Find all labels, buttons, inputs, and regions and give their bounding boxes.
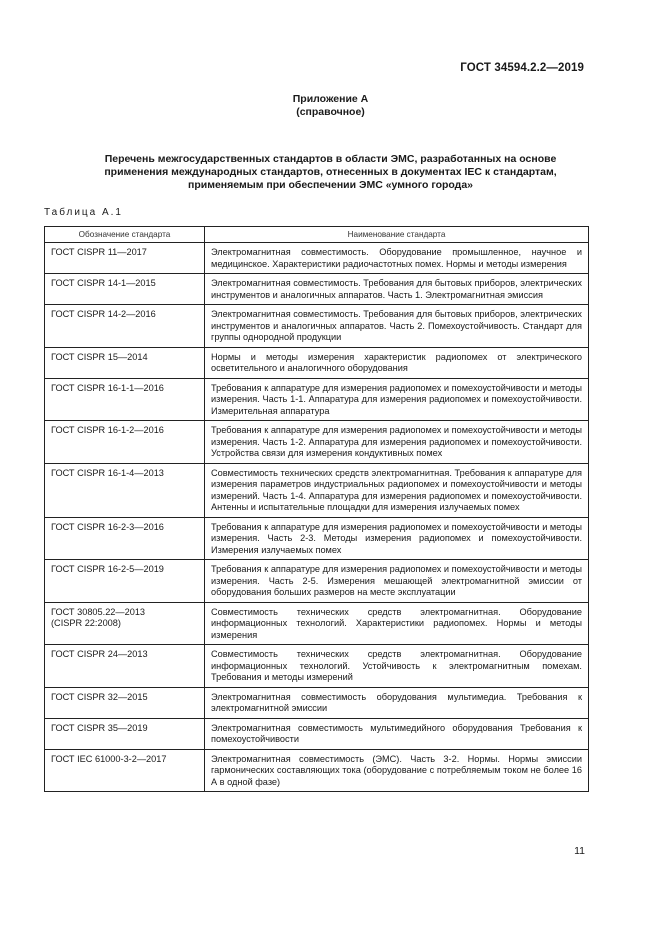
heading-line: Перечень межгосударственных стандартов в области ЭМС, разработанных на основе — [104, 153, 557, 165]
standard-code-cell — [45, 347, 205, 378]
heading-line: применяемым при обеспечении ЭМС «умного города» — [187, 179, 474, 191]
standard-code-cell — [45, 749, 205, 792]
standard-name-cell: Электромагнитная совместимость (ЭМС). Часть 3-2. Нормы. Нормы эмиссии гармонических составляющих тока (оборудование с потребляемым током не более 16 А в одной фазе) — [205, 749, 589, 792]
table-row — [45, 243, 589, 274]
standard-name-cell: Совместимость технических средств электромагнитная. Требования к аппаратуре для измерения параметров индустриальных радиопомех и помехоустойчивости и методы измерений. Часть 1-4. Аппаратура для измерения радиопомех и помехоустойчивости. Антенны и испытательные площадки для измерения излучаемых помех — [205, 463, 589, 517]
standard-name-cell: Совместимость технических средств электромагнитная. Оборудование информационных технологий. Характеристики радиопомех. Нормы и методы измерения — [205, 602, 589, 645]
standards-table-wrapper — [44, 226, 588, 792]
section-heading — [70, 153, 591, 192]
table-row — [45, 463, 589, 517]
standard-code: ГОСТ CISPR 16-2-5—2019 — [51, 564, 164, 574]
standard-name-cell: Требования к аппаратуре для измерения радиопомех и помехоустойчивости и методы измерения. Часть 2-3. Методы измерения радиопомех и помехоустойчивости. Измерения излучаемых помех — [205, 517, 589, 560]
standard-name-cell: Электромагнитная совместимость. Требования для бытовых приборов, электрических инструментов и аналогичных аппаратов. Часть 2. Помехоустойчивость. Стандарт для группы однородной продукции — [205, 305, 589, 348]
standard-code-cell — [45, 602, 205, 645]
page-number: 11 — [574, 845, 585, 857]
column-header-name: Наименование стандарта — [205, 227, 589, 243]
standard-name-cell: Электромагнитная совместимость оборудования мультимедиа. Требования к электромагнитной эмиссии — [205, 687, 589, 718]
standard-code-cell — [45, 645, 205, 688]
table-row — [45, 687, 589, 718]
standard-code-cell — [45, 463, 205, 517]
standard-code: ГОСТ CISPR 11—2017 — [51, 247, 147, 257]
standard-name-cell: Требования к аппаратуре для измерения радиопомех и помехоустойчивости и методы измерения. Часть 2-5. Измерения мешающей электромагнитной эмиссии от оборудования больших размеров на месте эксплуатации — [205, 560, 589, 603]
table-row — [45, 602, 589, 645]
appendix-subtitle: (справочное) — [296, 106, 365, 118]
table-row — [45, 718, 589, 749]
table-row — [45, 421, 589, 464]
standard-code-equivalent: (CISPR 22:2008) — [51, 618, 121, 628]
standard-code: ГОСТ 30805.22—2013 — [51, 606, 146, 617]
standard-code: ГОСТ CISPR 16-1-4—2013 — [51, 467, 164, 478]
standard-code-cell — [45, 718, 205, 749]
standard-code-cell — [45, 378, 205, 421]
table-row — [45, 305, 589, 348]
standard-name-cell: Электромагнитная совместимость мультимедийного оборудования Требования к помехоустойчивости — [205, 718, 589, 749]
standard-code: ГОСТ CISPR 16-2-3—2016 — [51, 521, 164, 532]
table-row — [45, 378, 589, 421]
standard-code: ГОСТ CISPR 24—2013 — [51, 649, 148, 659]
standard-code-cell — [45, 560, 205, 603]
standard-code-cell — [45, 305, 205, 348]
document-number: ГОСТ 34594.2.2—2019 — [460, 62, 584, 74]
standard-name-cell: Совместимость технических средств электромагнитная. Оборудование информационных технологий. Устойчивость к электромагнитным помехам. Требования и методы измерений — [205, 645, 589, 688]
standard-code: ГОСТ CISPR 15—2014 — [51, 351, 148, 362]
table-row — [45, 560, 589, 603]
standard-code-cell — [45, 421, 205, 464]
standard-name-cell: Электромагнитная совместимость. Требования для бытовых приборов, электрических инструментов и аналогичных аппаратов. Часть 1. Электромагнитная эмиссия — [205, 274, 589, 305]
table-label: Таблица А.1 — [44, 207, 123, 218]
standard-name-cell: Требования к аппаратуре для измерения радиопомех и помехоустойчивости и методы измерения. Часть 1-2. Аппаратура для измерения радиопомех и помехоустойчивости. Устройства связи для измерения кондуктивных помех — [205, 421, 589, 464]
table-row — [45, 274, 589, 305]
standard-code: ГОСТ CISPR 14-1—2015 — [51, 278, 156, 288]
standard-code: ГОСТ CISPR 35—2019 — [51, 722, 148, 733]
standard-code-cell — [45, 274, 205, 305]
table-body — [45, 243, 589, 792]
standards-table — [44, 226, 589, 792]
standard-code-cell — [45, 517, 205, 560]
column-header-code: Обозначение стандарта — [45, 227, 205, 243]
table-row — [45, 347, 589, 378]
standard-code: ГОСТ CISPR 32—2015 — [51, 691, 148, 702]
table-row — [45, 645, 589, 688]
standard-name-cell: Электромагнитная совместимость. Оборудование промышленное, научное и медицинское. Характеристики радиочастотных помех. Нормы и методы измерения — [205, 243, 589, 274]
standard-code-cell — [45, 687, 205, 718]
appendix-title: Приложение А — [292, 93, 369, 105]
table-row — [45, 749, 589, 792]
standard-name-cell: Нормы и методы измерения характеристик радиопомех от электрического осветительного и аналогичного оборудования — [205, 347, 589, 378]
heading-line: применения международных стандартов, отнесенных в документах IEC к стандартам, — [104, 166, 557, 178]
standard-code: ГОСТ CISPR 16-1-1—2016 — [51, 382, 164, 393]
appendix-title-block — [0, 93, 661, 119]
standard-name-cell: Требования к аппаратуре для измерения радиопомех и помехоустойчивости и методы измерения. Часть 1-1. Аппаратура для измерения радиопомех и помехоустойчивости. Измерительная аппаратура — [205, 378, 589, 421]
standard-code: ГОСТ CISPR 14-2—2016 — [51, 309, 156, 319]
table-row — [45, 517, 589, 560]
standard-code: ГОСТ CISPR 16-1-2—2016 — [51, 425, 164, 435]
standard-code: ГОСТ IEC 61000-3-2—2017 — [51, 753, 167, 764]
standard-code-cell — [45, 243, 205, 274]
table-header-row — [45, 227, 589, 243]
